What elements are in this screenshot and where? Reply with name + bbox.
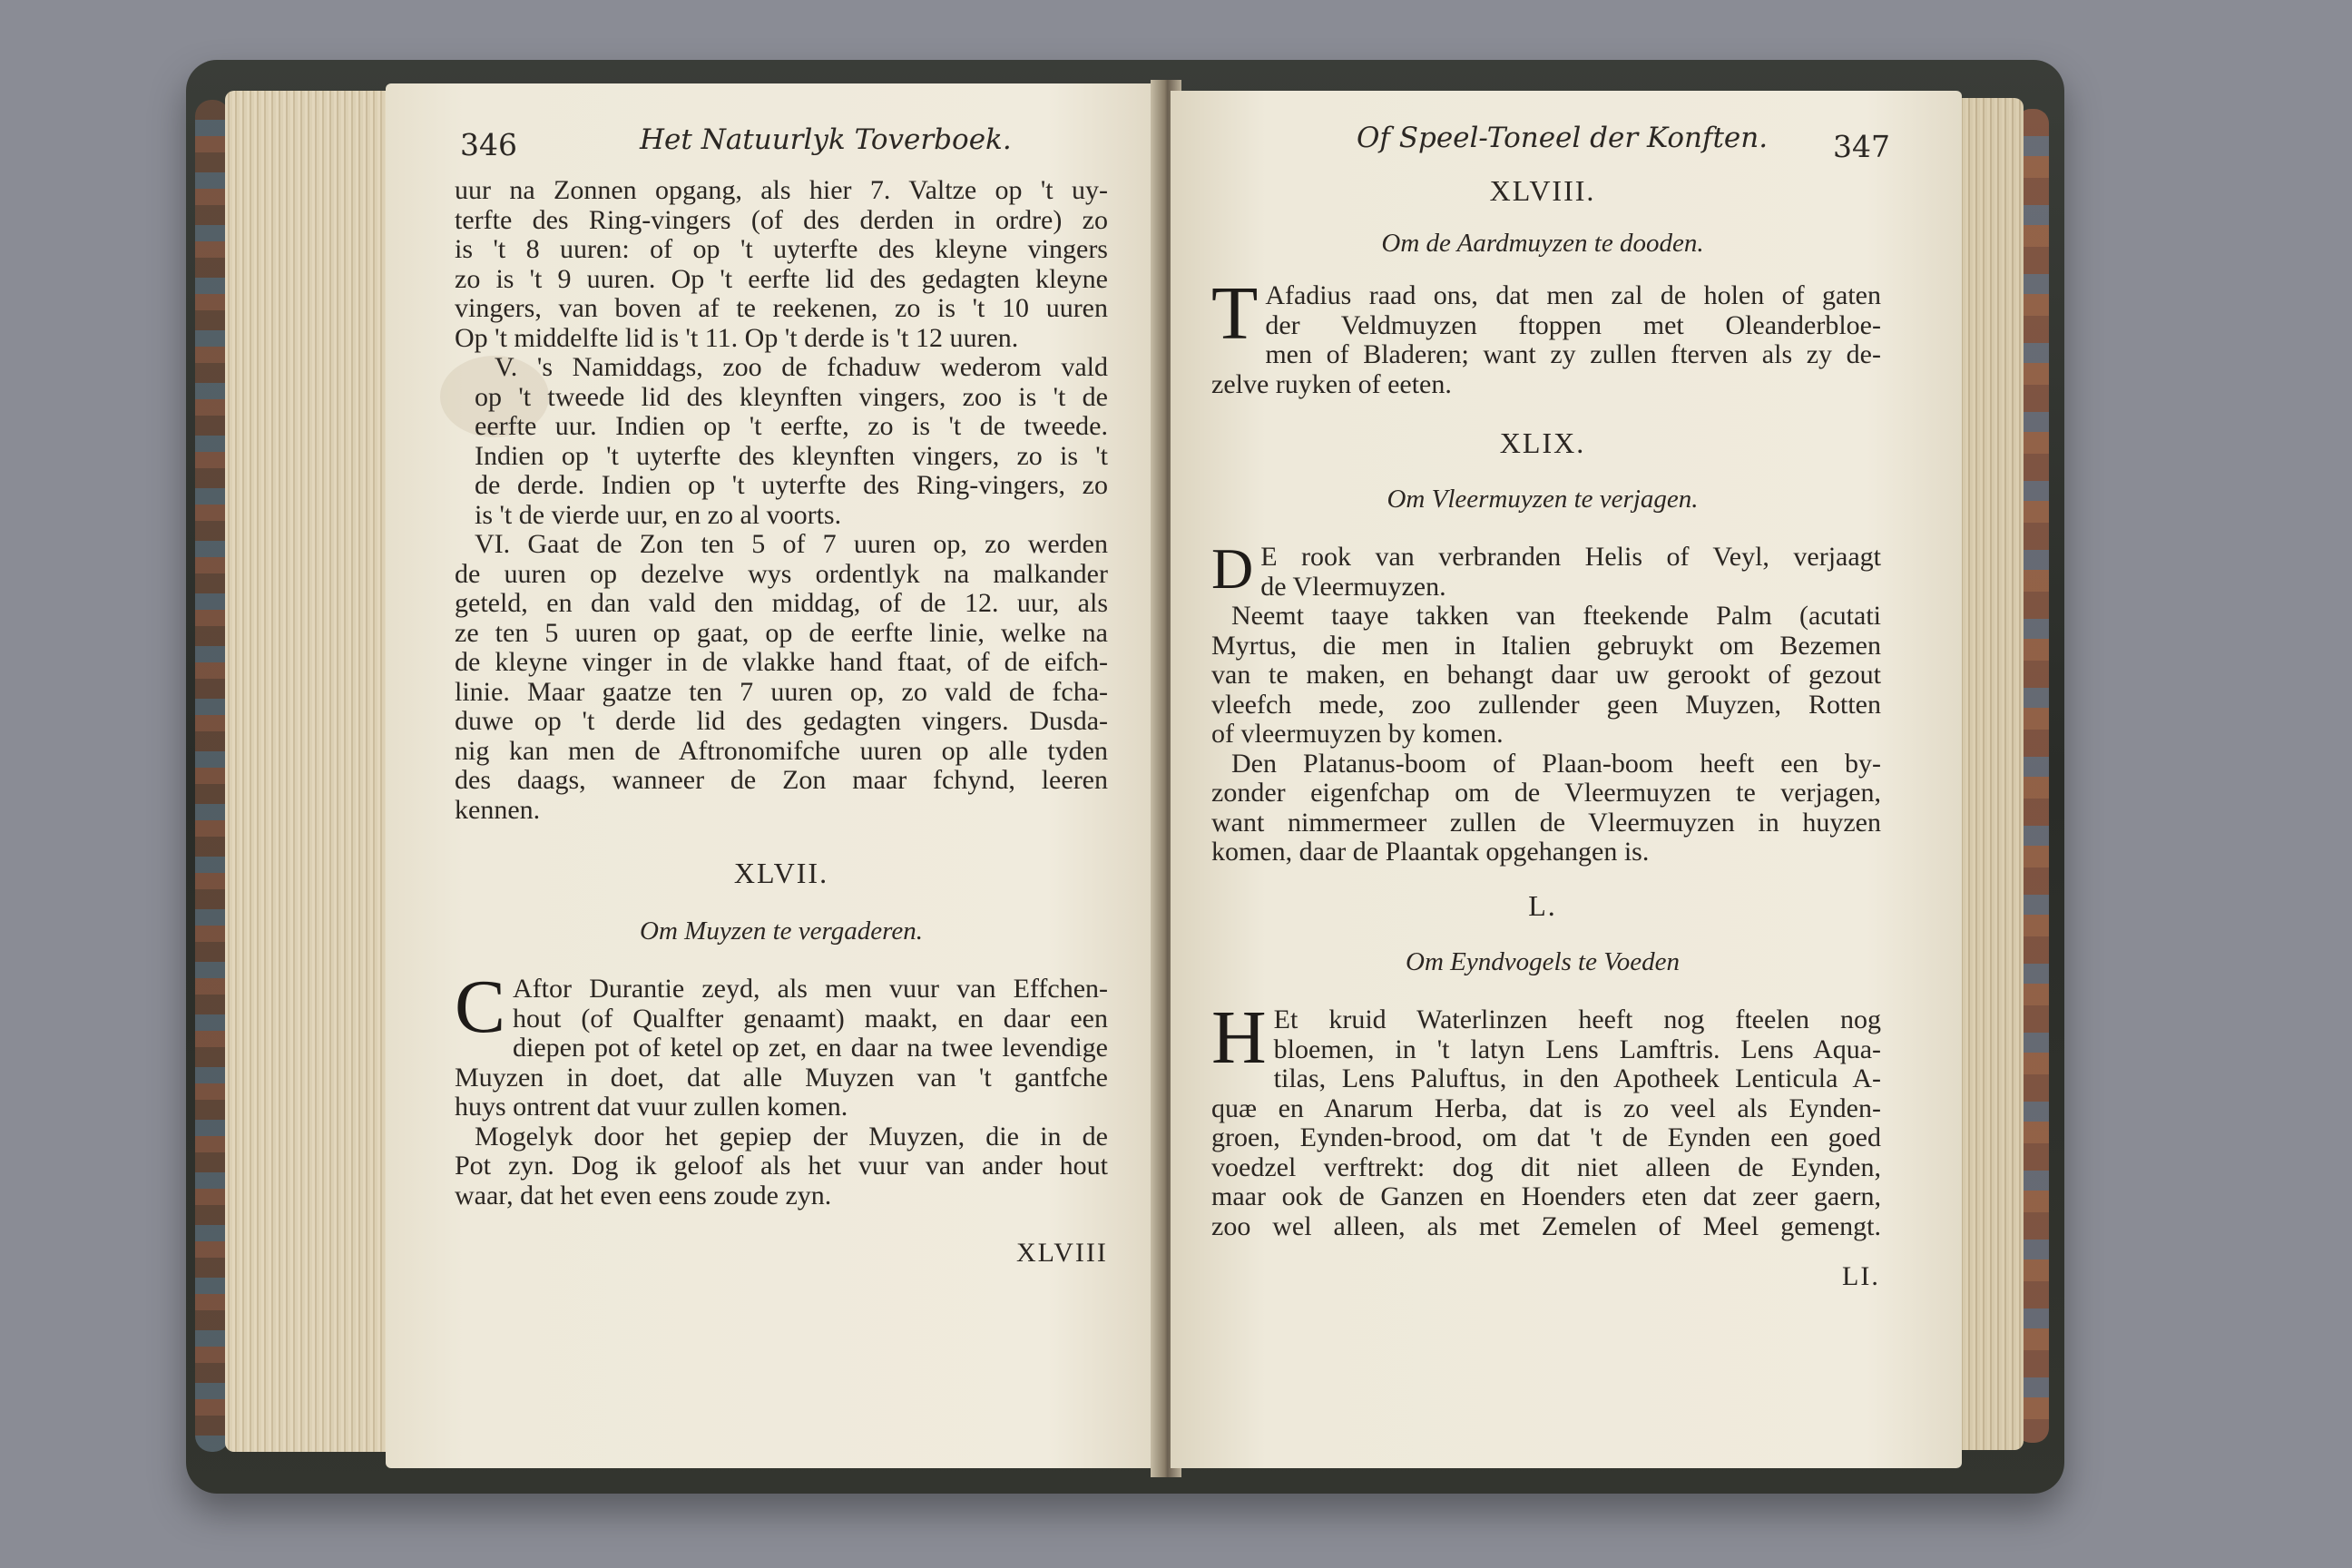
text-line: bloemen, in 't latyn Lens Lamftris. Lens Aqua- (1273, 1034, 1881, 1064)
text-line: vingers, van boven af te reekenen, zo is 't 10 uuren (455, 293, 1108, 323)
text-line: Muyzen in doet, dat alle Muyzen van 't gantfche (455, 1062, 1108, 1093)
text-line: Myrtus, die men in Italien gebruykt om Bezemen (1211, 630, 1881, 661)
section-number-l: L. (1528, 889, 1557, 922)
text-line: duwe op 't derde lid des gedagten vingers. Dusda- (455, 706, 1108, 736)
page-block-right (1951, 98, 2024, 1450)
text-line: tilas, Lens Paluftus, in den Apotheek Lenticula A- (1273, 1063, 1881, 1093)
page-number-right: 347 (1833, 129, 1890, 164)
section-number-xlvii: XLVII. (733, 857, 829, 889)
left-body-upper (455, 176, 1108, 825)
section-title-l: Om Eyndvogels te Voeden (1406, 947, 1680, 976)
page-block-left (225, 91, 397, 1452)
left-body-lower (455, 965, 1108, 1210)
text-line: linie. Maar gaatze ten 7 uuren op, zo vald de fcha- (455, 676, 1108, 707)
paragraph-afadius (1211, 271, 1881, 399)
text-line: Pot zyn. Dog ik geloof als het vuur van ander hout (455, 1151, 1108, 1181)
text-line: maar ook de Ganzen en Hoenders eten dat zeer gaern, (1211, 1181, 1881, 1211)
text-line: Aftor Durantie zeyd, als men vuur van Effchen- (513, 974, 1108, 1004)
paragraph-waterlinzen (1211, 995, 1881, 1241)
text-line: waar, dat het even eens zoude zyn. (455, 1180, 832, 1210)
text-line: zoo wel alleen, als met Zemelen of Meel gemengt. (1211, 1210, 1881, 1241)
text-line: kennen. (455, 794, 541, 825)
paragraph-palm (1211, 602, 1881, 750)
text-line: de uuren op dezelve wys ordentlyk na malkander (455, 558, 1108, 589)
text-line: of vleermuyzen by komen. (1211, 719, 1504, 749)
text-line: Indien op 't uyterfte des kleynften vingers, zo is 't (475, 440, 1108, 471)
paragraph-mogelyk (455, 1122, 1108, 1211)
right-page (1171, 91, 1962, 1468)
text-line: zo is 't 9 uuren. Op 't eerfte lid des gedagten kleyne (455, 263, 1108, 294)
text-line: huys ontrent dat vuur zullen komen. (455, 1092, 848, 1122)
text-line: komen, daar de Plaantak opgehangen is. (1211, 837, 1650, 867)
section-body-xlix (1211, 536, 1881, 867)
text-line: van te maken, en behangt daar uw gerookt of gezout (1211, 660, 1881, 690)
text-line: terfte des Ring-vingers (of des derden in ordre) zo (455, 204, 1108, 235)
paragraph-hours-morning (455, 176, 1108, 353)
text-line: hout (of Qualfter genaamt) maakt, en daar een (513, 1003, 1108, 1034)
section-body-l (1211, 995, 1881, 1241)
catchword-left: XLVIII (1016, 1238, 1108, 1268)
section-title-xlvii: Om Muyzen te vergaderen. (640, 916, 923, 946)
text-line: zonder eigenfchap om de Vleermuyzen te verjagen, (1211, 778, 1881, 808)
text-line: des daags, wanneer de Zon maar fchynd, leeren (455, 765, 1108, 795)
text-line: groen, Eynden-brood, om dat 't de Eynden een goed (1211, 1122, 1881, 1152)
left-page (386, 83, 1166, 1468)
text-line: Afadius raad ons, dat men zal de holen of gaten (1265, 280, 1881, 310)
text-line: VI. Gaat de Zon ten 5 of 7 uuren op, zo werden (475, 529, 1108, 559)
text-line: vleefch mede, zoo zullender geen Muyzen, Rotten (1211, 689, 1881, 720)
text-line: Den Platanus-boom of Plaan-boom heeft een by- (1231, 748, 1881, 779)
text-line: voedzel verftrekt: dog dit niet alleen de Eynden, (1211, 1152, 1881, 1182)
paragraph-sunrise (455, 530, 1108, 825)
section-body-xlviii (1211, 271, 1881, 399)
text-line: de kleyne vinger in de vlakke hand ftaat, of de eifch- (455, 647, 1108, 677)
text-line: men of Bladeren; want zy zullen fterven als zy de- (1265, 339, 1881, 369)
text-line: de derde. Indien op 't uyterfte des Ring-vingers, zo (475, 470, 1108, 500)
running-head-left: Het Natuurlyk Toverboek. (640, 123, 1012, 156)
paragraph-rook (1211, 536, 1881, 602)
dropcap-h: H (1211, 995, 1267, 1080)
page-number-left: 346 (460, 127, 517, 162)
text-line: quæ en Anarum Herba, dat is zo veel als Eynden- (1211, 1093, 1881, 1123)
text-line: E rook van verbranden Helis of Veyl, verjaagt (1260, 542, 1881, 572)
text-line: uur na Zonnen opgang, als hier 7. Valtze op 't uy- (455, 175, 1108, 205)
text-line: de Vleermuyzen. (1260, 571, 1446, 602)
text-line: der Veldmuyzen ftoppen met Oleanderbloe- (1265, 309, 1881, 340)
paragraph-castor (455, 965, 1108, 1122)
text-line: Et kruid Waterlinzen heeft nog fteelen nog (1273, 1004, 1881, 1034)
section-title-xlviii: Om de Aardmuyzen te dooden. (1381, 229, 1704, 258)
dropcap-t: T (1211, 271, 1259, 356)
section-title-xlix: Om Vleermuyzen te verjagen. (1387, 485, 1699, 514)
paragraph-afternoon (455, 353, 1108, 530)
text-line: zelve ruyken of eeten. (1211, 368, 1452, 399)
paragraph-platanus (1211, 750, 1881, 867)
running-head-right: Of Speel-Toneel der Konften. (1357, 122, 1769, 154)
catchword-right: LI. (1842, 1261, 1880, 1291)
text-line: geteld, en dan vald den middag, of de 12. uur, als (455, 588, 1108, 618)
text-line: is 't de vierde uur, en zo al voorts. (475, 499, 842, 530)
text-line: nig kan men de Aftronomifche uuren op alle tyden (455, 735, 1108, 766)
section-number-xlviii: XLVIII. (1489, 174, 1596, 207)
text-line: Op 't middelfte lid is 't 11. Op 't derde is 't 12 uuren. (455, 322, 1019, 353)
text-line: Neemt taaye takken van fteekende Palm (acutati (1231, 601, 1881, 631)
text-line: want nimmermeer zullen de Vleermuyzen in huyzen (1211, 807, 1881, 838)
section-number-xlix: XLIX. (1499, 426, 1586, 459)
text-line: diepen pot of ketel op zet, en daar na twee levendige (513, 1033, 1108, 1063)
text-line: eerfte uur. Indien op 't eerfte, zo is 't de tweede. (475, 411, 1108, 441)
text-line: op 't tweede lid des kleynften vingers, zoo is 't de (475, 381, 1108, 412)
text-line: V. 's Namiddags, zoo de fchaduw wederom vald (495, 352, 1108, 382)
dropcap-d: D (1211, 536, 1254, 601)
text-line: Mogelyk door het gepiep der Muyzen, die in de (475, 1121, 1108, 1152)
text-line: ze ten 5 uuren op gaat, op de eerfte linie, welke na (455, 617, 1108, 648)
text-line: is 't 8 uuren: of op 't uyterfte des kleyne vingers (455, 234, 1108, 264)
dropcap-c: C (455, 965, 506, 1049)
